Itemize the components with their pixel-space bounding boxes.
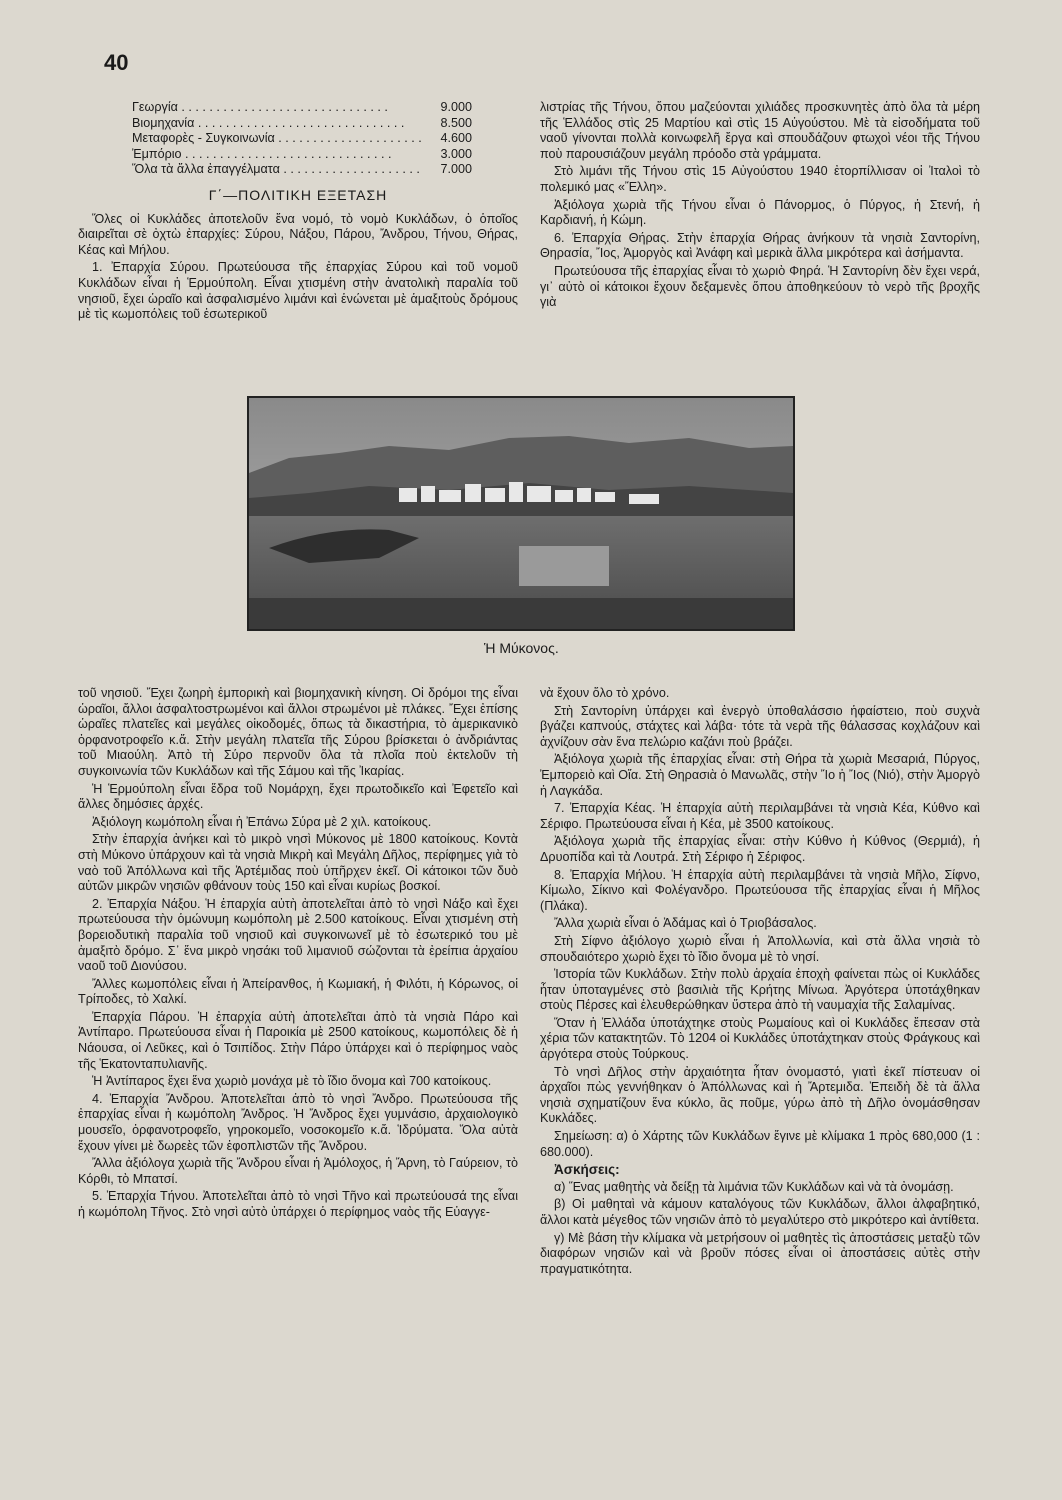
stats-row: Ἐμπόριο . . . 3.000	[132, 147, 472, 163]
section-title: Γ΄—ΠΟΛΙΤΙΚΗ ΕΞΕΤΑΣΗ	[208, 186, 388, 203]
exercise-item: β) Οἱ μαθηταὶ νὰ κάμουν καταλόγους τῶν Κυκλάδων, ἄλλοι ἀλφαβητικό, ἄλλοι κατὰ μέγεθος τῶν νησιῶν ἀπὸ τὸ μεγαλύτερο στὸ μικρότερο καὶ ἀντίθετα.	[540, 1197, 980, 1227]
paragraph: Ἀξιόλογα χωριὰ τῆς Τήνου εἶναι ὁ Πάνορμος, ὁ Πύργος, ἡ Στενή, ἡ Καρδιανή, ἡ Κώμη.	[540, 197, 980, 228]
left-top-column	[78, 100, 518, 325]
paragraph: Ἀξιόλογα χωριὰ τῆς ἐπαρχίας εἶναι: στὴν Κύθνο ἡ Κύθνος (Θερμιά), ἡ Δρυοπίδα καὶ τὰ Λουτρά. Στὴ Σέριφο ἡ Σέριφος.	[540, 834, 980, 864]
paragraph: τοῦ νησιοῦ. Ἔχει ζωηρὴ ἐμπορικὴ καὶ βιομηχανικὴ κίνηση. Οἱ δρόμοι της εἶναι ὡραῖοι, ἄλλοι ἀσφαλτοστρωμένοι καὶ ἄλλοι στρωμένοι μὲ πλάκες. Ἔχει ἐπίσης ὡραῖες πλατεῖες καὶ μεγάλες οἰκοδομές, ὅπως τὰ δικαστήρια, τὸ ἀμερικανικὸ ὀρφανοτροφεῖο κ.ἄ. Στὴν μεγάλη πλατεῖα τῆς Σύρου βρίσκεται ὁ ἀνδριάντας τοῦ Μιαούλη. Ἀπὸ τὴ Σύρο περνοῦν ὅλα τὰ πλοῖα ποὺ ἐκτελοῦν τὴ συγκοινωνία τῶν Κυκλάδων καὶ τῆς Σάμου καὶ τῆς Ἰκαρίας.	[78, 686, 518, 778]
paragraph: Ἀξιόλογα χωριὰ τῆς ἐπαρχίας εἶναι: στὴ Θήρα τὰ χωριὰ Μεσαριά, Πύργος, Ἐμπορειὸ καὶ Οἴα. Στὴ Θηρασιὰ ὁ Μανωλᾶς, στὴν Ἴο ἡ Ἴος (Νιό), στὴν Ἀμοργὸ ἡ Λαγκάδα.	[540, 752, 980, 798]
paragraph: Ἐπαρχία Πάρου. Ἡ ἐπαρχία αὐτὴ ἀποτελεῖται ἀπὸ τὰ νησιὰ Πάρο καὶ Ἀντίπαρο. Πρωτεύουσα εἶναι ἡ Παροικία μὲ 2500 κατοίκους, κωμοπόλεις δὲ ἡ Νάουσα, οἱ Λεῦκες, καὶ ὁ Τσιπίδος. Στὴν Πάρο ὑπάρχει καὶ ὁ περίφημος ναὸς τῆς Ἑκατονταπυλιανῆς.	[78, 1009, 518, 1071]
paragraph: Στὴ Σίφνο ἀξιόλογο χωριὸ εἶναι ἡ Ἀπολλωνία, καὶ στὰ ἄλλα νησιὰ τὸ σπουδαιότερο χωριὸ ἔχει τὸ ἴδιο ὄνομα μὲ τὸ νησί.	[540, 933, 980, 964]
paragraph: Ὅλες οἱ Κυκλάδες ἀποτελοῦν ἕνα νομό, τὸ νομὸ Κυκλάδων, ὁ ὁποῖος διαιρεῖται σὲ ὀχτὼ ἐπαρχίες: Σύρου, Νάξου, Πάρου, Ἄνδρου, Τήνου, Θήρας, Κέας καὶ Μήλου.	[78, 211, 518, 257]
paragraph: νὰ ἔχουν ὅλο τὸ χρόνο.	[540, 686, 670, 700]
paragraph: Ἄλλα χωριὰ εἶναι ὁ Ἀδάμας καὶ ὁ Τριοβάσαλος.	[554, 916, 817, 931]
paragraph: 8. Ἐπαρχία Μήλου. Ἡ ἐπαρχία αὐτὴ περιλαμβάνει τὰ νησιὰ Μῆλο, Σίφνο, Κίμωλο, Σίκινο καὶ Φολέγανδρο. Πρωτεύουσα τῆς ἐπαρχίας εἶναι ἡ Μῆλος (Πλάκα).	[540, 867, 980, 913]
paragraph: 5. Ἐπαρχία Τήνου. Ἀποτελεῖται ἀπὸ τὸ νησὶ Τῆνο καὶ πρωτεύουσά της εἶναι ἡ κωμόπολη Τῆνος. Στὸ νησὶ αὐτὸ ὑπάρχει ὁ περίφημος ναὸς τῆς Εὐαγγε-	[78, 1189, 518, 1219]
paragraph: Ἡ Ἑρμούπολη εἶναι ἕδρα τοῦ Νομάρχη, ἔχει πρωτοδικεῖο καὶ Ἐφετεῖο καὶ ἄλλες δημόσιες ἀρχές.	[78, 781, 518, 812]
paragraph: 7. Ἐπαρχία Κέας. Ἡ ἐπαρχία αὐτὴ περιλαμβάνει τὰ νησιὰ Κέα, Κύθνο καὶ Σέριφο. Πρωτεύουσα εἶναι ἡ Κέα, μὲ 3500 κατοίκους.	[540, 801, 980, 831]
paragraph: Στὴ Σαντορίνη ὑπάρχει καὶ ἐνεργὸ ὑποθαλάσσιο ἡφαίστειο, ποὺ συχνὰ βγάζει καπνούς, στάχτες καὶ λάβα· τότε τὰ νερὰ τῆς θάλασσας κοχλάζουν καὶ ἀχνίζουν σὰν ἕνα πελώριο καζάνι ποὺ βράζει.	[540, 703, 980, 749]
paragraph: Στὸ λιμάνι τῆς Τήνου στὶς 15 Αὐγούστου 1940 ἐτορπίλλισαν οἱ Ἰταλοὶ τὸ πολεμικό μας «Ἔλλη».	[540, 164, 980, 194]
paragraph: Ὅταν ἡ Ἑλλάδα ὑποτάχτηκε στοὺς Ρωμαίους καὶ οἱ Κυκλάδες ἔπεσαν στὰ χέρια τῶν κατακτητῶν. Τὸ 1204 οἱ Κυκλάδες ὑποτάχτηκαν στοὺς Φράγκους καὶ ἀργότερα στοὺς Τούρκους.	[540, 1015, 980, 1062]
stats-row: Μεταφορὲς - Συγκοινωνία . . . 4.600	[132, 131, 472, 147]
mykonos-photo	[247, 396, 795, 631]
stats-row: Βιομηχανία . . . 8.500	[132, 116, 472, 132]
page-number: 40	[104, 50, 129, 75]
occupation-stats	[132, 100, 472, 178]
harbor-photo-illustration	[249, 398, 793, 629]
right-bottom-column	[540, 686, 980, 1279]
paragraph: Στὴν ἐπαρχία ἀνήκει καὶ τὸ μικρὸ νησὶ Μύκονος μὲ 1800 κατοίκους. Κοντὰ στὴ Μύκονο ὑπάρχουν καὶ τὰ νησιὰ Μικρὴ καὶ Μεγάλη Δῆλος, περίφημες γιὰ τὸ ναὸ τοῦ Ἀπόλλωνα καὶ τῆς Ἀρτέμιδας ποὺ ὑπῆρχεν ἐκεῖ. Οἱ κάτοικοι τῶν δυὸ αὐτῶν μικρῶν νησιῶν φθάνουν τοὺς 150 καὶ εἶναι κυρίως βοσκοί.	[78, 832, 518, 894]
exercise-item: γ) Μὲ βάση τὴν κλίμακα νὰ μετρήσουν οἱ μαθητὲς τὶς ἀποστάσεις μεταξὺ τῶν διαφόρων νησιῶν καὶ νὰ βροῦν πόσες εἶναι οἱ ἀποστάσεις αὐτὲς στὴν πραγματικότητα.	[540, 1230, 980, 1276]
paragraph: Ἀξιόλογη κωμόπολη εἶναι ἡ Ἐπάνω Σύρα μὲ 2 χιλ. κατοίκους.	[92, 814, 432, 829]
exercise-item: α) Ἕνας μαθητὴς νὰ δείξῃ τὰ λιμάνια τῶν Κυκλάδων καὶ νὰ τὰ ὀνομάσῃ.	[554, 1179, 954, 1194]
paragraph: 1. Ἐπαρχία Σύρου. Πρωτεύουσα τῆς ἐπαρχίας Σύρου καὶ τοῦ νομοῦ Κυκλάδων εἶναι ἡ Ἑρμούπολη. Εἶναι χτισμένη στὴν ἀνατολικὴ παραλία τοῦ νησιοῦ, ἔχει ὡραῖο καὶ ἀσφαλισμένο λιμάνι καὶ ἑνώνεται μὲ ἁμαξιτοὺς δρόμους μὲ τὶς κωμοπόλεις τοῦ ἐσωτερικοῦ	[78, 260, 518, 322]
paragraph: Ἱστορία τῶν Κυκλάδων. Στὴν πολὺ ἀρχαία ἐποχὴ φαίνεται πὼς οἱ Κυκλάδες ἦταν ὑποταγμένες στὸ βασιλιὰ τῆς Κρήτης Μίνωα. Ἀργότερα ὑποτάχθηκαν στοὺς Πέρσες καὶ ἐλευθερώθηκαν ὕστερα ἀπὸ τὴ ναυμαχία τῆς Σαλαμίνας.	[540, 967, 980, 1013]
stats-row: Γεωργία . . . 9.000	[132, 100, 472, 116]
exercises-heading: Ἀσκήσεις:	[554, 1162, 620, 1178]
paragraph: Ἄλλες κωμοπόλεις εἶναι ἡ Ἀπείρανθος, ἡ Κωμιακή, ἡ Φιλότι, ἡ Κόρωνος, οἱ Τρίποδες, τὸ Χαλκί.	[78, 976, 518, 1007]
paragraph: λιστρίας τῆς Τήνου, ὅπου μαζεύονται χιλιάδες προσκυνητὲς ἀπὸ ὅλα τὰ μέρη τῆς Ἑλλάδος στὶς 25 Μαρτίου καὶ στὶς 15 Αὐγούστου. Μὲ τὰ εἰσοδήματα τοῦ ναοῦ γίνονται πολλὰ κοινωφελῆ ἔργα καὶ σπουδάζουν φτωχοὶ νέοι τῆς Τήνου ποὺ παρουσιάζουν μεγάλη πρόοδο στὰ γράμματα.	[540, 100, 980, 161]
paragraph: Ἄλλα ἀξιόλογα χωριὰ τῆς Ἄνδρου εἶναι ἡ Ἀμόλοχος, ἡ Ἄρνη, τὸ Γαύρειον, τὸ Κόρθι, τὸ Μπατσί.	[78, 1156, 518, 1186]
paragraph: Τὸ νησὶ Δῆλος στὴν ἀρχαιότητα ἦταν ὀνομαστό, γιατὶ ἐκεῖ πίστευαν οἱ ἀρχαῖοι πὼς γεννήθηκαν ὁ Ἀπόλλωνας καὶ ἡ Ἄρτεμιδα. Ἐπειδὴ δὲ τὰ ἄλλα νησιὰ σχηματίζουν ἕνα κύκλο, ἂς ποῦμε, γύρω ἀπὸ τὴ Δῆλο ὀνομάσθησαν Κυκλάδες.	[540, 1064, 980, 1126]
paragraph: 4. Ἐπαρχία Ἄνδρου. Ἀποτελεῖται ἀπὸ τὸ νησὶ Ἄνδρο. Πρωτεύουσα τῆς ἐπαρχίας εἶναι ἡ κωμόπολη Ἄνδρος. Ἡ Ἄνδρος ἔχει γυμνάσιο, ἀρχαιολογικὸ μουσεῖο, ὀρφανοτροφεῖο, γηροκομεῖο, νοσοκομεῖο κ.ἄ. Ἱδρύματα. Ὅλα αὐτὰ ἔχουν γίνει μὲ δωρεὲς τῶν ἐφοπλιστῶν τῆς Ἄνδρου.	[78, 1091, 518, 1153]
right-top-column	[540, 100, 980, 313]
note-paragraph: Σημείωση: α) ὁ Χάρτης τῶν Κυκλάδων ἔγινε μὲ κλίμακα 1 πρὸς 680,000 (1 : 680.000).	[540, 1129, 980, 1159]
photo-caption: Ἡ Μύκονος.	[484, 640, 559, 656]
paragraph: Πρωτεύουσα τῆς ἐπαρχίας εἶναι τὸ χωριὸ Φηρά. Ἡ Σαντορίνη δὲν ἔχει νερά, γι᾽ αὐτὸ οἱ κάτοικοι ἔχουν δεξαμενὲς ὅπου ἀποθηκεύουν τὸ νερὸ τῆς βροχῆς γιὰ	[540, 263, 980, 310]
paragraph: Ἡ Ἀντίπαρος ἔχει ἕνα χωριὸ μονάχα μὲ τὸ ἴδιο ὄνομα καὶ 700 κατοίκους.	[92, 1074, 492, 1089]
stats-row: Ὅλα τὰ ἄλλα ἐπαγγέλματα . . . 7.000	[132, 162, 472, 178]
paragraph: 2. Ἐπαρχία Νάξου. Ἡ ἐπαρχία αὐτὴ ἀποτελεῖται ἀπὸ τὸ νησὶ Νάξο καὶ ἔχει πρωτεύουσα τὴν ὁμώνυμη κωμόπολη μὲ 2.500 κατοίκους. Εἶναι χτισμένη στὴ βορειοδυτικὴ παραλία τοῦ νησιοῦ καὶ συγκοινωνεῖ μὲ τὸ ἐσωτερικό του μὲ ἁμαξιτὸ δρόμο. Σ᾽ ἕνα μικρὸ νησάκι τοῦ λιμανιοῦ σώζονται τὰ ἐρείπια ἀρχαίου ναοῦ τοῦ Διονύσου.	[78, 896, 518, 974]
left-bottom-column	[78, 686, 518, 1223]
paragraph: 6. Ἐπαρχία Θήρας. Στὴν ἐπαρχία Θήρας ἀνήκουν τὰ νησιὰ Σαντορίνη, Θηρασία, Ἴος, Ἀμοργὸς καὶ Ἀνάφη καὶ μερικὰ ἄλλα μικρότερα καὶ ἀσήμαντα.	[540, 230, 980, 261]
